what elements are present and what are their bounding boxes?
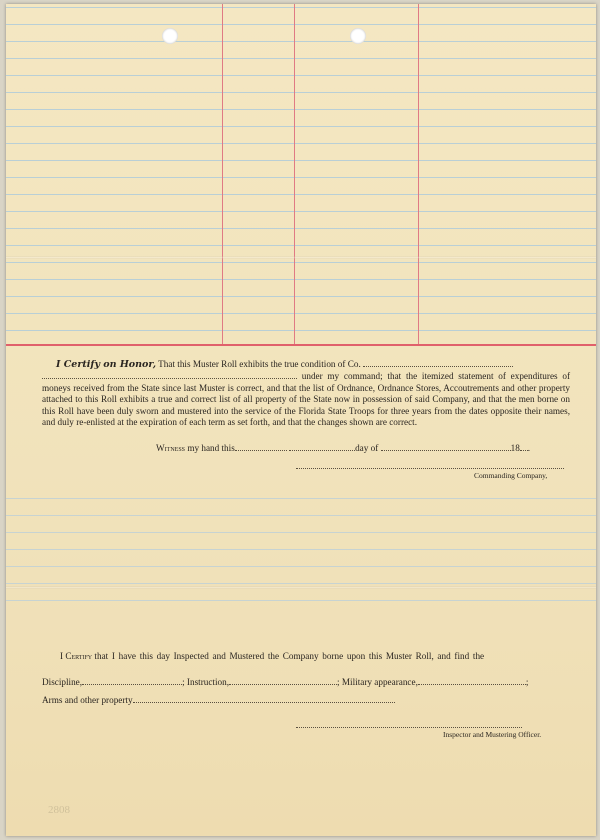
discipline-blank[interactable] — [82, 676, 182, 685]
muster-roll-sheet — [6, 4, 596, 836]
certification-paragraph — [42, 358, 570, 428]
commander-signature-line[interactable] — [296, 467, 564, 469]
day-blank[interactable] — [235, 442, 287, 451]
faint-stamp: 2808 — [48, 804, 70, 816]
witness-line — [156, 442, 530, 453]
lower-ruled-area — [6, 482, 596, 612]
inspection-text: that I have this day Inspected and Mustered the Company borne upon this Muster Roll, and find the — [94, 651, 485, 661]
certify-text-2: under my command; that the itemized statement of expenditures of moneys received from the State since last Muster is correct, and that the list of Ordnance, Ordnance Stores, Accoutrements and other property attached to this Roll exhibits a true and correct list of all property of the State now in possession of said Company, and that the men borne on this Roll have been duly sworn and mustered into the service of the Florida State Troops for three years from the dates opposite their names, and duly re-enlisted at the expiration of each term as set forth, and that the changes shown are correct. — [42, 371, 571, 428]
witness-text: my hand this — [187, 443, 235, 453]
column-rule — [418, 4, 419, 344]
year-prefix: 18 — [510, 443, 520, 453]
command-blank[interactable] — [42, 370, 297, 379]
month-blank[interactable] — [381, 442, 511, 451]
punch-hole — [350, 28, 366, 44]
year-blank[interactable] — [520, 442, 531, 453]
column-rule — [294, 4, 295, 344]
military-blank[interactable] — [418, 676, 526, 685]
paper-fold — [6, 256, 596, 259]
red-margin-line — [6, 344, 596, 346]
grades-end: ; — [525, 677, 529, 687]
instruction-blank[interactable] — [229, 676, 337, 685]
inspection-heading: I Certify — [60, 651, 93, 661]
arms-label: Arms and other property — [42, 695, 133, 705]
instruction-label: ; Instruction, — [182, 677, 230, 687]
certify-text-1: That this Muster Roll exhibits the true condition of Co. — [158, 359, 361, 369]
column-rule — [222, 4, 223, 344]
arms-blank[interactable] — [133, 694, 395, 703]
year-suffix: . — [527, 443, 531, 453]
company-blank[interactable] — [363, 358, 513, 367]
day-blank-2[interactable] — [289, 442, 355, 451]
inspector-signature-line[interactable] — [296, 726, 522, 728]
inspector-caption: Inspector and Mustering Officer. — [443, 730, 542, 739]
military-label: ; Military appearance, — [337, 677, 418, 687]
ruled-grid — [6, 4, 596, 344]
arms-row — [42, 694, 572, 705]
inspection-intro — [42, 651, 572, 661]
certify-heading: I Certify on Honor, — [56, 359, 157, 370]
day-of-label: day of — [355, 443, 379, 453]
witness-label: Witness — [156, 443, 186, 453]
commander-caption: Commanding Company, — [474, 471, 548, 480]
discipline-label: Discipline, — [42, 677, 83, 687]
punch-hole — [162, 28, 178, 44]
inspection-grades — [42, 676, 572, 687]
